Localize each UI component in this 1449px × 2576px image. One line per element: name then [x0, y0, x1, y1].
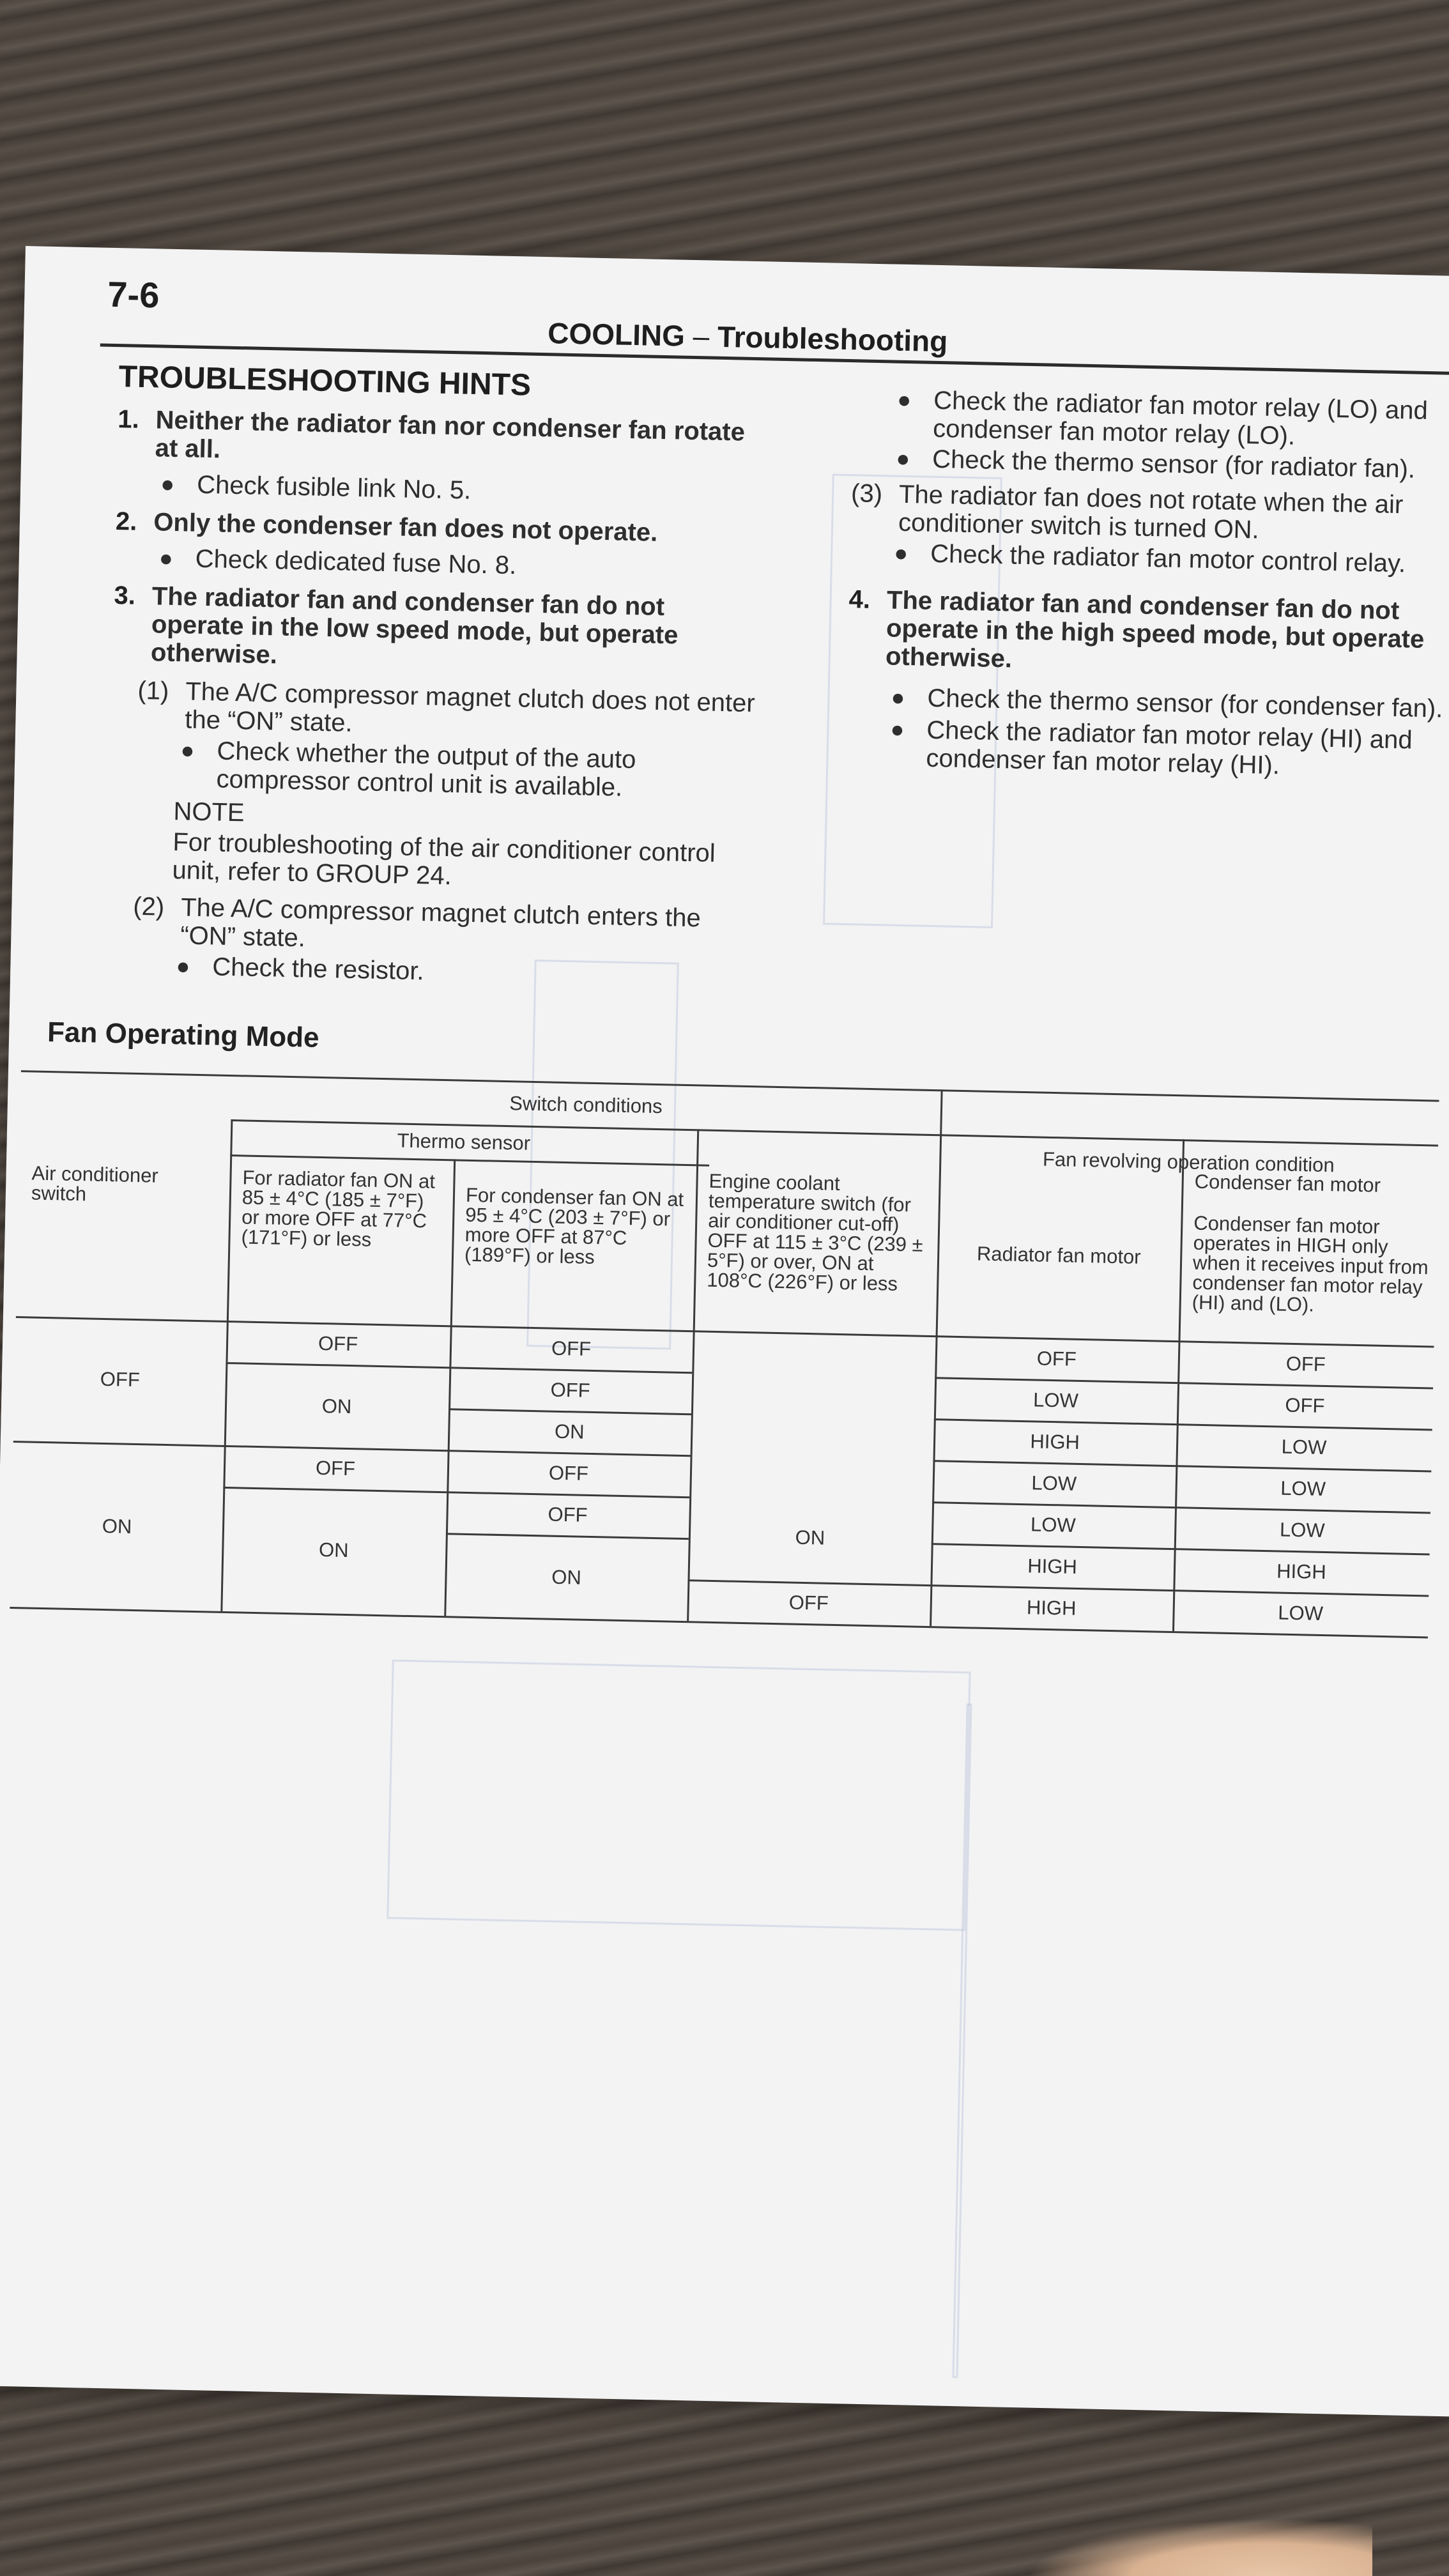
table-cell: LOW — [1279, 1518, 1326, 1542]
table-cell: OFF — [788, 1591, 829, 1614]
table-line — [934, 1418, 1432, 1430]
header-coolant-switch: Engine coolant temperature switch (for air conditioner cut-off) OFF at 115 ± 3°C (239 ± 5°F) or over, ON at 108°C (226°F) or less — [706, 1169, 923, 1295]
hint-item-4-bullet-2: ● Check the radiator fan motor relay (HI) and condenser fan motor relay (HI). — [884, 715, 1449, 783]
bullet-icon: ● — [890, 716, 905, 742]
header-ac-switch: Air conditioner switch — [31, 1162, 159, 1206]
header-thermo-sensor: Thermo sensor — [397, 1129, 531, 1154]
table-line — [933, 1460, 1431, 1472]
header-fan-condition: Fan revolving operation condition — [1042, 1147, 1335, 1177]
hint-item-4-bullet-1: ● Check the thermo sensor (for condenser fan). — [885, 683, 1449, 723]
hint-item-3-title: The radiator fan and condenser fan do not operate in the low speed mode, but operate otherwise. — [150, 582, 678, 670]
table-cell: OFF — [1285, 1352, 1326, 1376]
header-condenser-motor-note: Condenser fan motor operates in HIGH only when it receives input from condenser fan motor relay (HI) and (LO). — [1192, 1211, 1429, 1316]
bullet-icon: ● — [896, 386, 912, 413]
table-cell: ON — [551, 1565, 582, 1589]
table-cell: HIGH — [1026, 1596, 1077, 1620]
table-cell: OFF — [1285, 1393, 1325, 1417]
table-line — [230, 1154, 709, 1167]
table-cell: LOW — [1280, 1476, 1326, 1501]
page-header — [548, 316, 948, 358]
left-column — [106, 360, 764, 992]
table-line — [448, 1408, 691, 1415]
table-cell: LOW — [1277, 1601, 1324, 1625]
hint-item-4: 4. The radiator fan and condenser fan do not operate in the high speed mode, but operate otherwise. — [847, 585, 1449, 682]
ac-switch-off: OFF — [100, 1367, 141, 1392]
section-title: COOLING — [547, 316, 686, 353]
hint-item-2: 2. Only the condenser fan does not operate. — [115, 507, 658, 547]
table-cell: OFF — [548, 1461, 589, 1485]
header-condenser-sensor: For condenser fan ON at 95 ± 4°C (203 ± 7°F) or more OFF at 87°C (189°F) or less — [464, 1183, 684, 1268]
bullet-icon: ● — [160, 470, 175, 497]
header-switch-conditions: Switch conditions — [509, 1092, 663, 1118]
table-cell: OFF — [1036, 1347, 1077, 1370]
table-cell: ON — [318, 1538, 349, 1562]
right-bullet-1: ● Check the radiator fan motor relay (LO) and condenser fan motor relay (LO). — [891, 385, 1449, 454]
table-cell: LOW — [1030, 1513, 1077, 1537]
table-line — [446, 1533, 689, 1540]
table-cell: OFF — [548, 1503, 588, 1526]
table-cell: LOW — [1032, 1388, 1079, 1412]
table-cell: OFF — [550, 1378, 591, 1402]
manual-page — [0, 246, 1449, 2416]
table-cell: HIGH — [1027, 1554, 1078, 1578]
fan-operating-mode-table — [9, 1070, 1439, 1675]
table-line — [931, 1543, 1430, 1555]
hint-item-3-sub1: (1) The A/C compressor magnet clutch does not enter the “ON” state. — [137, 676, 756, 737]
header-radiator-motor: Radiator fan motor — [976, 1242, 1141, 1268]
page-number: 7-6 — [107, 273, 160, 316]
hint-item-3: 3. The radiator fan and condenser fan do not operate in the low speed mode, but operate otherwise. — [112, 581, 760, 679]
hint-item-1-bullet: ● Check fusible link No. 5. — [155, 470, 762, 510]
header-condenser-motor: Condenser fan motor — [1194, 1170, 1381, 1197]
table-line — [13, 1441, 691, 1457]
hint-item-1: 1. Neither the radiator fan nor condenser fan rotate at all. — [117, 405, 763, 475]
table-line — [226, 1362, 692, 1374]
table-line — [1172, 1139, 1184, 1631]
note-text: For troubleshooting of the air conditioner control unit, refer to GROUP 24. — [172, 828, 716, 891]
finger-tip — [1027, 2518, 1372, 2576]
table-line — [932, 1501, 1430, 1514]
table-cell: ON — [554, 1420, 585, 1443]
table-cell: ON — [321, 1395, 352, 1418]
table-cell: OFF — [551, 1337, 592, 1360]
table-line — [687, 1579, 930, 1586]
bleed-through-diagram — [387, 1660, 970, 1931]
table-cell: LOW — [1281, 1435, 1327, 1459]
bullet-icon: ● — [891, 684, 905, 710]
hints-heading: TROUBLESHOOTING HINTS — [118, 360, 532, 402]
table-line — [223, 1487, 689, 1498]
table-title: Fan Operating Mode — [47, 1016, 320, 1054]
ac-switch-on: ON — [102, 1514, 132, 1538]
table-cell: LOW — [1031, 1471, 1077, 1495]
header-dash: – — [693, 319, 710, 353]
header-radiator-sensor: For radiator fan ON at 85 ± 4°C (185 ± 7°F) or more OFF at 77°C (171°F) or less — [241, 1166, 436, 1251]
right-column — [845, 385, 1449, 783]
table-line — [935, 1377, 1433, 1389]
bullet-icon: ● — [896, 445, 910, 472]
bullet-icon: ● — [158, 544, 174, 571]
hint-item-3-sub2-bullet: ● Check the resistor. — [170, 952, 752, 992]
table-cell: OFF — [315, 1456, 356, 1480]
right-bullet-2: ● Check the thermo sensor (for radiator fan). — [890, 444, 1449, 484]
bullet-icon: ● — [180, 737, 195, 763]
bullet-icon: ● — [176, 953, 190, 979]
hint-item-2-bullet: ● Check dedicated fuse No. 8. — [153, 544, 760, 585]
hint-item-3-sub1-bullet: ● Check whether the output of the auto compressor control unit is available. — [174, 736, 756, 804]
table-cell: HIGH — [1276, 1560, 1327, 1584]
hint-sub3-bullet: ● Check the radiator fan motor control relay. — [888, 539, 1449, 579]
table-cell: HIGH — [1030, 1430, 1080, 1453]
bullet-icon: ● — [893, 539, 908, 567]
hint-item-1-title: Neither the radiator fan nor condenser fan rotate at all. — [155, 406, 746, 464]
table-cell: OFF — [318, 1331, 358, 1356]
hint-item-2-title: Only the condenser fan does not operate. — [153, 508, 658, 547]
table-cell: ON — [795, 1526, 825, 1549]
hint-item-3-sub2: (2) The A/C compressor magnet clutch enters the “ON” state. — [132, 892, 702, 953]
note-label: NOTE — [173, 797, 245, 827]
table-line — [930, 1584, 1429, 1597]
subsection-title: Troubleshooting — [717, 319, 948, 358]
hint-item-4-title: The radiator fan and condenser fan do not operate in the high speed mode, but operate otherwise. — [885, 586, 1425, 673]
hint-sub3: (3) The radiator fan does not rotate when the air conditioner switch is turned ON. — [850, 479, 1404, 544]
